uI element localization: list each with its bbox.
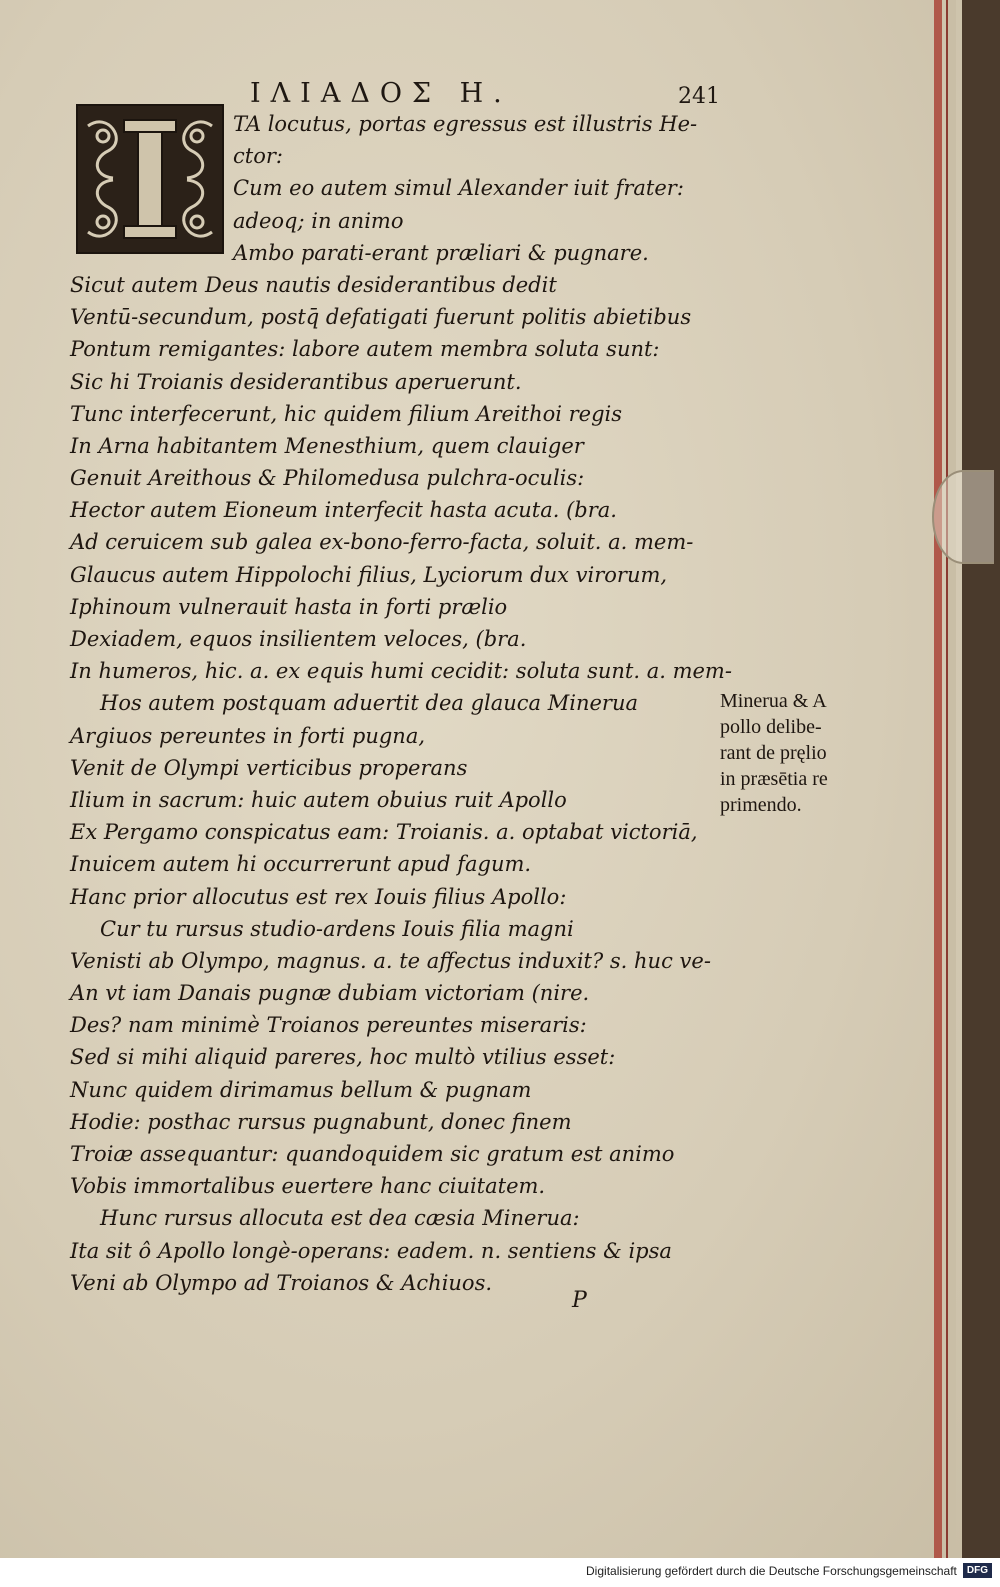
verse-line: Iphinoum vulnerauit hasta in forti prælio xyxy=(70,594,508,619)
verse-line: Hodie: posthac rursus pugnabunt, donec finem xyxy=(70,1109,572,1134)
verse-line: Cum eo autem simul Alexander iuit frater: xyxy=(233,176,684,201)
marginal-note-line: in præsētia re xyxy=(720,768,828,790)
verse-line: Hos autem postquam aduertit dea glauca Minerua xyxy=(100,691,638,716)
verse-line: Hector autem Eioneum interfecit hasta acuta. (bra. xyxy=(70,498,617,523)
verse-line: Hanc prior allocutus est rex Iouis filius Apollo: xyxy=(70,884,567,909)
book-clasp xyxy=(932,470,994,564)
verse-line: Inuicem autem hi occurrerunt apud fagum. xyxy=(70,852,532,877)
verse-line: Genuit Areithous & Philomedusa pulchra-oculis: xyxy=(70,466,585,491)
verse-line: Sic hi Troianis desiderantibus aperuerunt. xyxy=(70,369,522,394)
verse-line: An vt iam Danais pugnæ dubiam victoriam (nire. xyxy=(70,981,590,1006)
verse-line: Venisti ab Olympo, magnus. a. te affectus induxit? s. huc ve- xyxy=(70,948,711,973)
digitization-footer xyxy=(0,1558,1000,1587)
page-edge xyxy=(934,0,942,1558)
verse-line: Sed si mihi aliquid pareres, hoc multò vtilius esset: xyxy=(70,1045,616,1070)
footer-credit-text: Digitalisierung gefördert durch die Deutsche Forschungsgemeinschaft xyxy=(586,1563,957,1578)
footer-credit xyxy=(586,1563,992,1578)
verse-line: Ambo parati-erant præliari & pugnare. xyxy=(233,240,649,265)
verse-line: ctor: xyxy=(233,144,283,169)
verse-line: Glaucus autem Hippolochi filius, Lyciorum dux virorum, xyxy=(70,562,668,587)
running-header: ΙΛΙΑΔΟΣ Η. xyxy=(250,78,512,109)
verse-line: Venit de Olympi verticibus properans xyxy=(70,755,468,780)
verse-line: Veni ab Olympo ad Troianos & Achiuos. xyxy=(70,1270,493,1295)
verse-line: adeoq; in animo xyxy=(233,208,404,233)
dfg-logo: DFG xyxy=(963,1563,992,1578)
verse-line: Ventū-secundum, postq̄ defatigati fuerunt politis abietibus xyxy=(70,305,692,330)
verse-line: Tunc interfecerunt, hic quidem filium Areithoi regis xyxy=(70,401,623,426)
verse-line: Ex Pergamo conspicatus eam: Troianis. a. optabat victoriā, xyxy=(70,820,698,845)
marginal-note-line: pollo delibe- xyxy=(720,716,822,738)
verse-line: Cur tu rursus studio-ardens Iouis filia magni xyxy=(100,916,574,941)
verse-line: Ilium in sacrum: huic autem obuius ruit Apollo xyxy=(70,787,567,812)
verse-line: Argiuos pereuntes in forti pugna, xyxy=(70,723,426,748)
verse-line: Troiæ assequantur: quandoquidem sic gratum est animo xyxy=(70,1142,675,1166)
marginal-note-line: Minerua & A xyxy=(720,690,827,712)
verse-line: Vobis immortalibus euertere hanc ciuitatem. xyxy=(70,1174,546,1199)
verse-line: Nunc quidem dirimamus bellum & pugnam xyxy=(70,1077,532,1102)
verse-line: Pontum remigantes: labore autem membra soluta sunt: xyxy=(70,337,660,362)
page-edge-outer xyxy=(946,0,956,1558)
verse-line: Ad ceruicem sub galea ex-bono-ferro-facta, soluit. a. mem- xyxy=(70,530,694,555)
verse-line: Ita sit ô Apollo longè-operans: eadem. n. sentiens & ipsa xyxy=(70,1238,672,1263)
verse-line: Des? nam minimè Troianos pereuntes miseraris: xyxy=(70,1013,587,1038)
marginal-note-line: primendo. xyxy=(720,794,802,816)
page-number: 241 xyxy=(678,84,720,109)
verse-line: In Arna habitantem Menesthium, quem clauiger xyxy=(70,433,584,458)
verse-line: Dexiadem, equos insilientem veloces, (bra. xyxy=(70,627,527,651)
catchword: P xyxy=(572,1288,587,1313)
verse-text xyxy=(70,108,732,1299)
marginal-note xyxy=(720,688,870,818)
marginal-note-line: rant de pręlio xyxy=(720,742,827,764)
verse-line: Hunc rursus allocuta est dea cæsia Minerua: xyxy=(100,1206,580,1231)
verse-line: TA locutus, portas egressus est illustris He- xyxy=(233,112,698,136)
verse-line: Sicut autem Deus nautis desiderantibus dedit xyxy=(70,272,557,297)
verse-line: In humeros, hic. a. ex equis humi cecidit: soluta sunt. a. mem- xyxy=(70,659,732,684)
